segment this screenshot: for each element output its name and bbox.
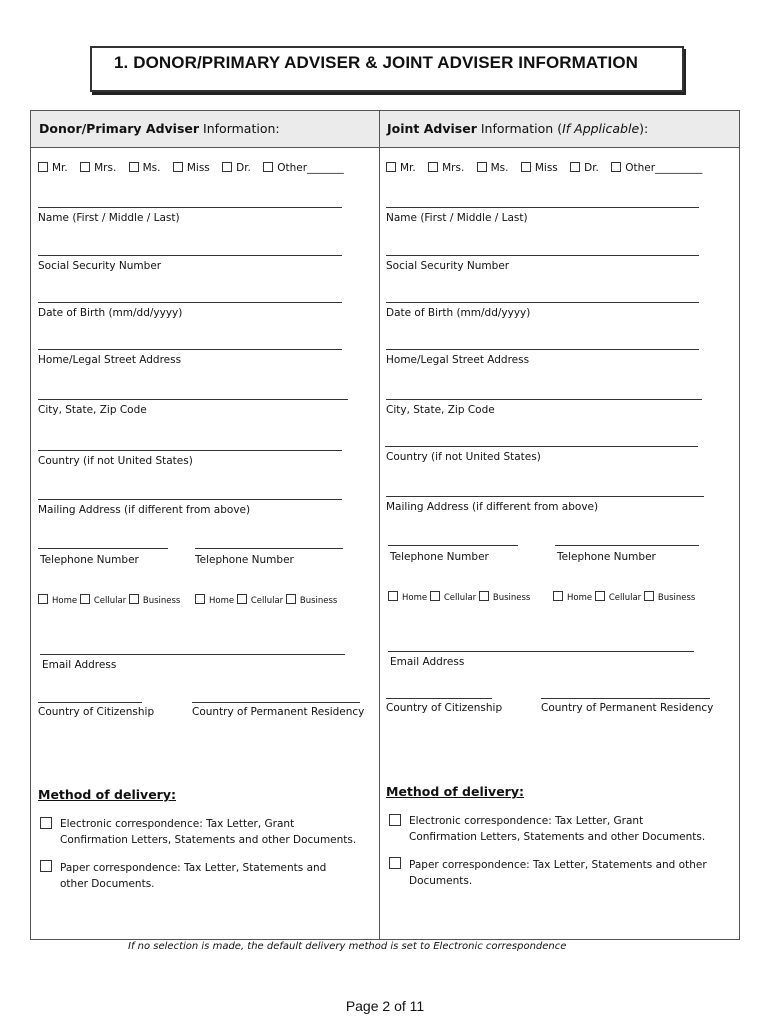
left-tel2-field[interactable]	[195, 548, 343, 549]
right-city-label: City, State, Zip Code	[386, 404, 495, 416]
left-electronic-text: Electronic correspondence: Tax Letter, Grant Confirmation Letters, Statements and other Documents.	[60, 818, 357, 846]
left-citizenship-label: Country of Citizenship	[38, 706, 155, 718]
type-business[interactable]: Business	[644, 593, 695, 603]
left-mailing-label: Mailing Address (if different from above)	[38, 504, 251, 516]
left-tel1-label: Telephone Number	[40, 554, 139, 566]
left-ssn-label: Social Security Number	[38, 260, 162, 272]
salutation-other[interactable]: Other_______	[263, 162, 344, 174]
left-address-label: Home/Legal Street Address	[38, 354, 182, 366]
checkbox[interactable]	[263, 162, 273, 172]
right-electronic-checkbox[interactable]	[389, 814, 401, 826]
left-tel2-label: Telephone Number	[195, 554, 294, 566]
left-name-field[interactable]	[38, 207, 342, 208]
right-tel2-types	[553, 591, 695, 603]
left-name-label: Name (First / Middle / Last)	[38, 212, 180, 224]
checkbox[interactable]	[388, 591, 398, 601]
salutation-dr[interactable]: Dr.	[222, 162, 251, 174]
right-mailing-field[interactable]	[386, 496, 704, 497]
left-electronic-checkbox[interactable]	[40, 817, 52, 829]
salutation-mr[interactable]: Mr.	[386, 162, 416, 174]
type-home[interactable]: Home	[195, 596, 234, 606]
checkbox[interactable]	[173, 162, 183, 172]
salutation-dr[interactable]: Dr.	[570, 162, 599, 174]
checkbox[interactable]	[570, 162, 580, 172]
left-country-label: Country (if not United States)	[38, 455, 193, 467]
left-residency-label: Country of Permanent Residency	[192, 706, 365, 718]
left-city-label: City, State, Zip Code	[38, 404, 147, 416]
left-email-field[interactable]	[40, 654, 345, 655]
left-residency-field[interactable]	[192, 702, 360, 703]
page-number: Page 2 of 11	[345, 998, 425, 1014]
checkbox[interactable]	[477, 162, 487, 172]
right-email-field[interactable]	[388, 651, 694, 652]
type-cellular[interactable]: Cellular	[80, 596, 126, 606]
right-dob-field[interactable]	[386, 302, 699, 303]
checkbox[interactable]	[386, 162, 396, 172]
checkbox[interactable]	[521, 162, 531, 172]
checkbox[interactable]	[595, 591, 605, 601]
right-ssn-field[interactable]	[386, 255, 699, 256]
right-address-label: Home/Legal Street Address	[386, 354, 530, 366]
right-tel2-label: Telephone Number	[557, 551, 656, 563]
salutation-ms[interactable]: Ms.	[477, 162, 509, 174]
type-home[interactable]: Home	[38, 596, 77, 606]
right-email-label: Email Address	[390, 656, 465, 668]
checkbox[interactable]	[38, 162, 48, 172]
right-name-field[interactable]	[386, 207, 699, 208]
type-cellular[interactable]: Cellular	[595, 593, 641, 603]
right-column-header: Joint Adviser Information (If Applicable):	[387, 121, 649, 136]
right-city-field[interactable]	[386, 399, 702, 400]
checkbox[interactable]	[553, 591, 563, 601]
right-tel1-field[interactable]	[388, 545, 518, 546]
salutation-other[interactable]: Other_________	[611, 162, 702, 174]
checkbox[interactable]	[611, 162, 621, 172]
checkbox[interactable]	[129, 162, 139, 172]
section-title-box	[90, 46, 684, 92]
right-electronic-text: Electronic correspondence: Tax Letter, Grant Confirmation Letters, Statements and other Documents.	[409, 815, 706, 843]
left-ssn-field[interactable]	[38, 255, 342, 256]
left-method-title: Method of delivery:	[38, 787, 176, 802]
left-mailing-field[interactable]	[38, 499, 342, 500]
left-tel1-types	[38, 594, 180, 606]
left-citizenship-field[interactable]	[38, 702, 142, 703]
checkbox[interactable]	[38, 594, 48, 604]
right-method-title: Method of delivery:	[386, 784, 524, 799]
checkbox[interactable]	[222, 162, 232, 172]
left-salutation-options	[38, 162, 353, 174]
right-dob-label: Date of Birth (mm/dd/yyyy)	[386, 307, 531, 319]
type-business[interactable]: Business	[129, 596, 180, 606]
left-paper-text: Paper correspondence: Tax Letter, Statements and other Documents.	[60, 862, 327, 890]
right-citizenship-label: Country of Citizenship	[386, 702, 503, 714]
right-paper-text: Paper correspondence: Tax Letter, Statements and other Documents.	[409, 859, 707, 887]
salutation-mrs[interactable]: Mrs.	[428, 162, 464, 174]
left-tel2-types	[195, 594, 337, 606]
checkbox[interactable]	[80, 162, 90, 172]
checkbox[interactable]	[286, 594, 296, 604]
left-dob-field[interactable]	[38, 302, 342, 303]
checkbox[interactable]	[428, 162, 438, 172]
checkbox[interactable]	[430, 591, 440, 601]
type-home[interactable]: Home	[553, 593, 592, 603]
checkbox[interactable]	[644, 591, 654, 601]
right-country-field[interactable]	[385, 446, 698, 447]
right-paper-checkbox[interactable]	[389, 857, 401, 869]
type-cellular[interactable]: Cellular	[430, 593, 476, 603]
right-country-label: Country (if not United States)	[386, 451, 541, 463]
left-country-field[interactable]	[38, 450, 342, 451]
right-citizenship-field[interactable]	[386, 698, 492, 699]
type-business[interactable]: Business	[286, 596, 337, 606]
type-home[interactable]: Home	[388, 593, 427, 603]
left-paper-checkbox[interactable]	[40, 860, 52, 872]
right-residency-label: Country of Permanent Residency	[541, 702, 714, 714]
salutation-miss[interactable]: Miss	[521, 162, 558, 174]
type-business[interactable]: Business	[479, 593, 530, 603]
default-delivery-footnote: If no selection is made, the default delivery method is set to Electronic correspondence	[128, 941, 567, 952]
left-column-header: Donor/Primary Adviser Information:	[39, 121, 280, 136]
right-mailing-label: Mailing Address (if different from above)	[386, 501, 599, 513]
left-tel1-field[interactable]	[38, 548, 168, 549]
checkbox[interactable]	[80, 594, 90, 604]
left-city-field[interactable]	[38, 399, 348, 400]
right-residency-field[interactable]	[541, 698, 710, 699]
right-name-label: Name (First / Middle / Last)	[386, 212, 528, 224]
salutation-mr[interactable]: Mr.	[38, 162, 68, 174]
right-salutation-options	[386, 162, 711, 174]
left-dob-label: Date of Birth (mm/dd/yyyy)	[38, 307, 183, 319]
right-tel2-field[interactable]	[555, 545, 699, 546]
right-tel1-types	[388, 591, 530, 603]
salutation-ms[interactable]: Ms.	[129, 162, 161, 174]
type-cellular[interactable]: Cellular	[237, 596, 283, 606]
salutation-mrs[interactable]: Mrs.	[80, 162, 116, 174]
checkbox[interactable]	[129, 594, 139, 604]
right-ssn-label: Social Security Number	[386, 260, 510, 272]
checkbox[interactable]	[237, 594, 247, 604]
column-divider	[379, 111, 380, 939]
right-tel1-label: Telephone Number	[390, 551, 489, 563]
form-header-row	[31, 111, 739, 148]
section-title: 1. DONOR/PRIMARY ADVISER & JOINT ADVISER INFORMATION	[114, 53, 639, 72]
left-email-label: Email Address	[42, 659, 117, 671]
checkbox[interactable]	[479, 591, 489, 601]
salutation-miss[interactable]: Miss	[173, 162, 210, 174]
right-address-field[interactable]	[386, 349, 699, 350]
checkbox[interactable]	[195, 594, 205, 604]
left-address-field[interactable]	[38, 349, 342, 350]
